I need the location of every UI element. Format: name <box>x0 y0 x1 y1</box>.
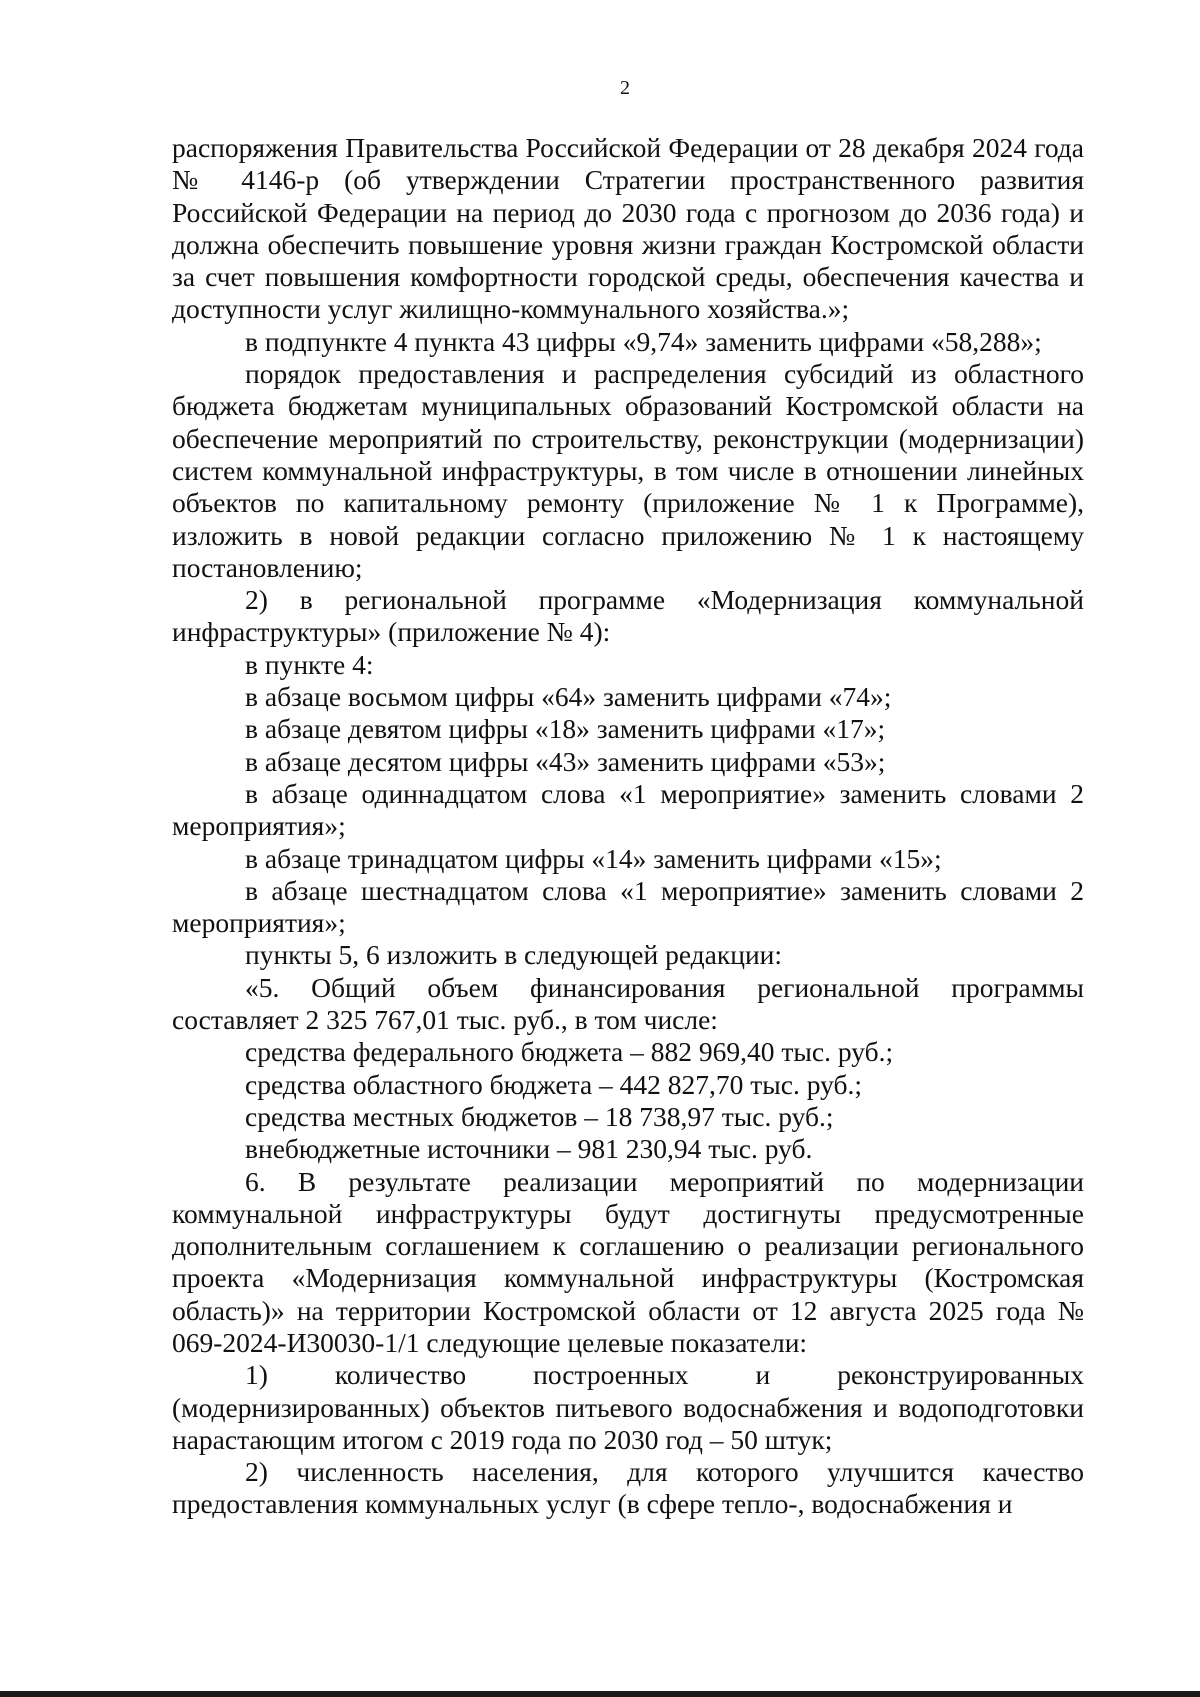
paragraph: 6. В результате реализации мероприятий по модернизации коммунальной инфраструктуры будут достигнуты предусмотренные дополнительным соглашением к соглашению о реализации регионального проекта «Модернизация коммунальной инфраструктуры (Костромская область)» на территории Костромской области от 12 августа 2025 года № 069-2024-И30030-1/1 следующие целевые показатели: <box>172 1165 1084 1358</box>
paragraph: в пункте 4: <box>245 648 374 680</box>
paragraph: «5. Общий объем финансирования региональной программы составляет 2 325 767,01 тыс. руб., в том числе: <box>172 971 1084 1036</box>
paragraph: в абзаце одиннадцатом слова «1 мероприятие» заменить словами 2 мероприятия»; <box>172 777 1084 842</box>
paragraph: в абзаце девятом цифры «18» заменить цифрами «17»; <box>245 713 886 745</box>
page-number: 2 <box>620 77 630 99</box>
paragraph: средства областного бюджета – 442 827,70 тыс. руб.; <box>245 1068 863 1100</box>
paragraph: в абзаце восьмом цифры «64» заменить цифрами «74»; <box>245 681 892 713</box>
paragraph: порядок предоставления и распределения субсидий из областного бюджета бюджетам муниципальных образований Костромской области на обеспечение мероприятий по строительству, реконструкции (модернизации) систем коммунальной инфраструктуры, в том числе в отношении линейных объектов по капитальному ремонту (приложение № 1 к Программе), изложить в новой редакции согласно приложению № 1 к настоящему постановлению; <box>172 358 1084 583</box>
paragraph: в абзаце десятом цифры «43» заменить цифрами «53»; <box>245 745 886 777</box>
document-body <box>172 132 1084 1521</box>
paragraph: 1) количество построенных и реконструированных (модернизированных) объектов питьевого водоснабжения и водоподготовки нарастающим итогом с 2019 года по 2030 год – 50 штук; <box>172 1359 1084 1455</box>
paragraph: 2) численность населения, для которого улучшится качество предоставления коммунальных услуг (в сфере тепло-, водоснабжения и <box>172 1456 1084 1520</box>
paragraph: пункты 5, 6 изложить в следующей редакции: <box>245 939 783 971</box>
paragraph: средства федерального бюджета – 882 969,40 тыс. руб.; <box>245 1036 894 1068</box>
paragraph: в подпункте 4 пункта 43 цифры «9,74» заменить цифрами «58,288»; <box>245 325 1042 357</box>
paragraph: средства местных бюджетов – 18 738,97 тыс. руб.; <box>245 1100 834 1132</box>
scan-bottom-edge <box>0 1691 1200 1697</box>
paragraph: в абзаце шестнадцатом слова «1 мероприятие» заменить словами 2 мероприятия»; <box>172 874 1084 939</box>
paragraph: распоряжения Правительства Российской Федерации от 28 декабря 2024 года № 4146-р (об утверждении Стратегии пространственного развития Российской Федерации на период до 2030 года с прогнозом до 2036 года) и должна обеспечить повышение уровня жизни граждан Костромской области за счет повышения комфортности городской среды, обеспечения качества и доступности услуг жилищно-коммунального хозяйства.»; <box>172 132 1084 325</box>
paragraph: в абзаце тринадцатом цифры «14» заменить цифрами «15»; <box>245 842 942 874</box>
paragraph: внебюджетные источники – 981 230,94 тыс. руб. <box>245 1133 813 1165</box>
paragraph: 2) в региональной программе «Модернизация коммунальной инфраструктуры» (приложение № 4): <box>172 584 1084 648</box>
